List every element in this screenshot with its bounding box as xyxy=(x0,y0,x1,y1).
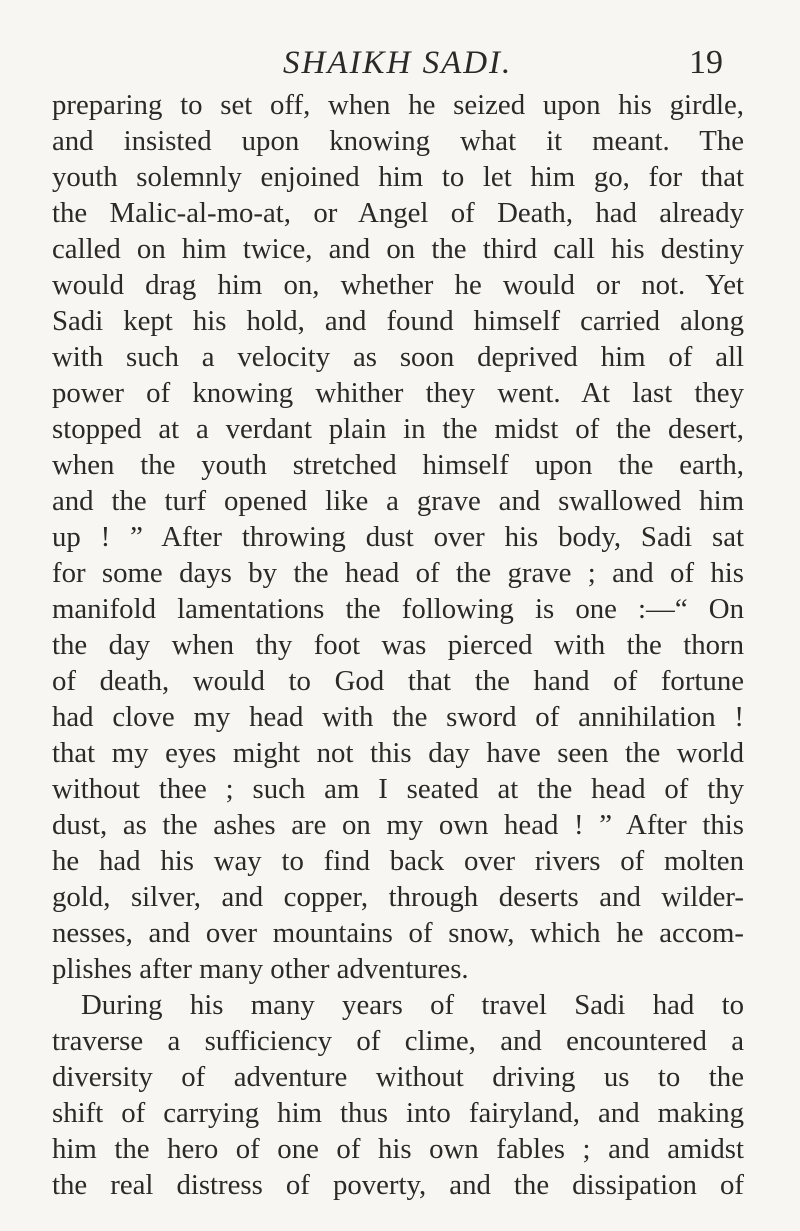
text-line: traverse a sufficiency of clime, and encountered a xyxy=(52,1025,744,1057)
body-text xyxy=(52,87,744,1203)
text-line: the Malic-al-mo-at, or Angel of Death, had already xyxy=(52,197,744,229)
text-line: and the turf opened like a grave and swallowed him xyxy=(52,485,744,517)
text-line: Sadi kept his hold, and found himself carried along xyxy=(52,305,744,337)
text-line: stopped at a verdant plain in the midst of the desert, xyxy=(52,413,744,445)
text-line: youth solemnly enjoined him to let him go, for that xyxy=(52,161,744,193)
text-line: nesses, and over mountains of snow, which he accom- xyxy=(52,917,744,949)
text-line: and insisted upon knowing what it meant. The xyxy=(52,125,744,157)
text-line: power of knowing whither they went. At last they xyxy=(52,377,744,409)
text-line: him the hero of one of his own fables ; and amidst xyxy=(52,1133,744,1165)
text-line: the real distress of poverty, and the dissipation of xyxy=(52,1169,744,1201)
text-line: diversity of adventure without driving us to the xyxy=(52,1061,744,1093)
text-line: dust, as the ashes are on my own head ! ” After this xyxy=(52,809,744,841)
text-line: of death, would to God that the hand of fortune xyxy=(52,665,744,697)
text-line: had clove my head with the sword of annihilation ! xyxy=(52,701,744,733)
text-line: shift of carrying him thus into fairyland, and making xyxy=(52,1097,744,1129)
running-title: SHAIKH SADI. xyxy=(283,45,513,81)
text-line: preparing to set off, when he seized upon his girdle, xyxy=(52,89,744,121)
text-line: manifold lamentations the following is one :—“ On xyxy=(52,593,744,625)
text-line: the day when thy foot was pierced with the thorn xyxy=(52,629,744,661)
text-line: for some days by the head of the grave ; and of his xyxy=(52,557,744,589)
text-line: up ! ” After throwing dust over his body, Sadi sat xyxy=(52,521,744,553)
text-line: would drag him on, whether he would or not. Yet xyxy=(52,269,744,301)
running-head xyxy=(0,38,800,88)
text-line: with such a velocity as soon deprived him of all xyxy=(52,341,744,373)
text-line: plishes after many other adventures. xyxy=(52,953,469,985)
text-line: when the youth stretched himself upon the earth, xyxy=(52,449,744,481)
text-line: gold, silver, and copper, through deserts and wilder- xyxy=(52,881,744,913)
text-line: without thee ; such am I seated at the head of thy xyxy=(52,773,744,805)
text-line: that my eyes might not this day have seen the world xyxy=(52,737,744,769)
text-line: During his many years of travel Sadi had to xyxy=(81,989,744,1021)
text-line: he had his way to find back over rivers of molten xyxy=(52,845,744,877)
text-line: called on him twice, and on the third call his destiny xyxy=(52,233,744,265)
page-number: 19 xyxy=(689,44,723,81)
